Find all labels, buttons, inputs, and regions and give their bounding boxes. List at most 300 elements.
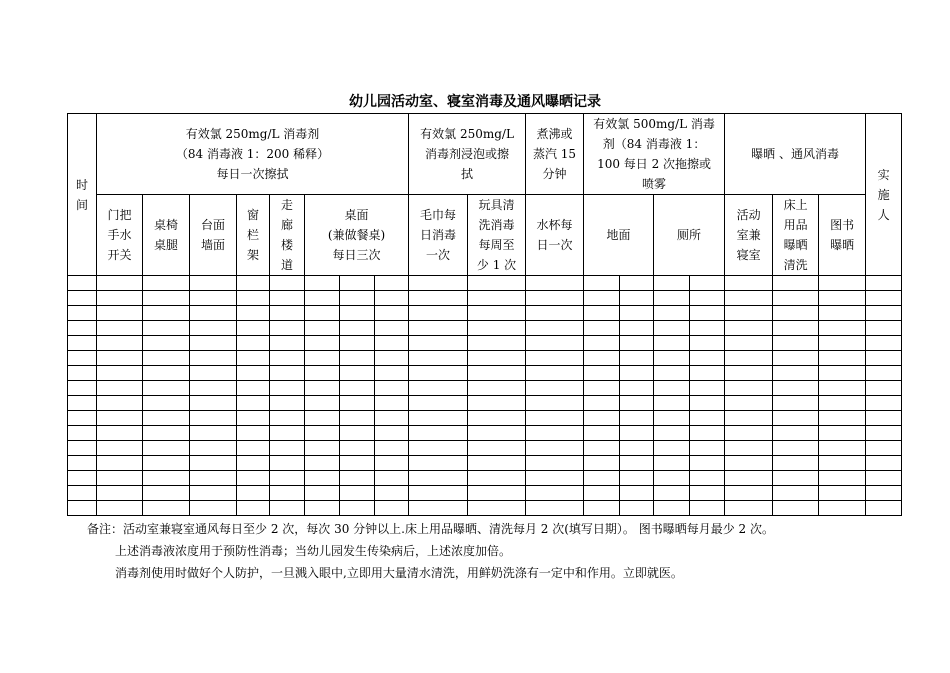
record-cell[interactable] [584,366,620,381]
record-cell[interactable] [866,486,902,501]
record-cell[interactable] [654,396,690,411]
record-cell[interactable] [819,351,866,366]
record-cell[interactable] [773,336,819,351]
record-cell[interactable] [468,471,526,486]
record-cell[interactable] [305,426,340,441]
record-cell[interactable] [690,426,725,441]
record-cell[interactable] [409,336,468,351]
record-cell[interactable] [305,501,340,516]
record-cell[interactable] [690,306,725,321]
record-cell[interactable] [409,291,468,306]
record-cell[interactable] [97,336,143,351]
record-cell[interactable] [526,381,584,396]
record-cell[interactable] [68,321,97,336]
record-cell[interactable] [340,336,375,351]
record-cell[interactable] [468,411,526,426]
record-cell[interactable] [654,441,690,456]
record-cell[interactable] [725,366,773,381]
record-cell[interactable] [526,456,584,471]
record-cell[interactable] [866,321,902,336]
record-cell[interactable] [340,291,375,306]
record-cell[interactable] [68,426,97,441]
record-cell[interactable] [866,456,902,471]
record-cell[interactable] [143,411,190,426]
record-cell[interactable] [237,336,270,351]
record-cell[interactable] [773,501,819,516]
record-cell[interactable] [620,351,654,366]
record-cell[interactable] [340,366,375,381]
record-cell[interactable] [68,471,97,486]
record-cell[interactable] [143,456,190,471]
record-cell[interactable] [866,426,902,441]
record-cell[interactable] [620,411,654,426]
record-cell[interactable] [270,306,305,321]
record-cell[interactable] [819,456,866,471]
record-cell[interactable] [819,276,866,291]
record-cell[interactable] [584,471,620,486]
record-cell[interactable] [690,441,725,456]
record-cell[interactable] [690,291,725,306]
record-cell[interactable] [305,321,340,336]
record-cell[interactable] [690,351,725,366]
record-cell[interactable] [819,306,866,321]
record-cell[interactable] [690,456,725,471]
record-cell[interactable] [409,306,468,321]
record-cell[interactable] [97,366,143,381]
record-cell[interactable] [375,351,409,366]
record-cell[interactable] [68,276,97,291]
record-cell[interactable] [866,441,902,456]
record-cell[interactable] [584,321,620,336]
record-cell[interactable] [690,276,725,291]
record-cell[interactable] [526,336,584,351]
record-cell[interactable] [143,441,190,456]
record-cell[interactable] [237,441,270,456]
record-cell[interactable] [819,501,866,516]
record-cell[interactable] [654,321,690,336]
record-cell[interactable] [270,366,305,381]
record-cell[interactable] [68,411,97,426]
record-cell[interactable] [237,381,270,396]
record-cell[interactable] [97,321,143,336]
record-cell[interactable] [819,426,866,441]
record-cell[interactable] [375,306,409,321]
record-cell[interactable] [305,381,340,396]
record-cell[interactable] [237,396,270,411]
record-cell[interactable] [270,456,305,471]
record-cell[interactable] [773,291,819,306]
record-cell[interactable] [270,276,305,291]
record-cell[interactable] [690,471,725,486]
record-cell[interactable] [375,471,409,486]
record-cell[interactable] [773,396,819,411]
record-cell[interactable] [97,441,143,456]
record-cell[interactable] [305,291,340,306]
record-cell[interactable] [584,291,620,306]
record-cell[interactable] [866,501,902,516]
record-cell[interactable] [584,396,620,411]
record-cell[interactable] [654,471,690,486]
record-cell[interactable] [654,336,690,351]
record-cell[interactable] [409,381,468,396]
record-cell[interactable] [620,381,654,396]
record-cell[interactable] [305,471,340,486]
record-cell[interactable] [143,321,190,336]
record-cell[interactable] [68,456,97,471]
record-cell[interactable] [143,276,190,291]
record-cell[interactable] [68,396,97,411]
record-cell[interactable] [725,351,773,366]
record-cell[interactable] [866,471,902,486]
record-cell[interactable] [725,291,773,306]
record-cell[interactable] [375,441,409,456]
record-cell[interactable] [143,396,190,411]
record-cell[interactable] [409,501,468,516]
record-cell[interactable] [237,291,270,306]
record-cell[interactable] [866,276,902,291]
record-cell[interactable] [375,381,409,396]
record-cell[interactable] [654,306,690,321]
record-cell[interactable] [375,486,409,501]
record-cell[interactable] [97,486,143,501]
record-cell[interactable] [68,366,97,381]
record-cell[interactable] [143,426,190,441]
record-cell[interactable] [620,291,654,306]
record-cell[interactable] [409,366,468,381]
record-cell[interactable] [620,366,654,381]
record-cell[interactable] [690,336,725,351]
record-cell[interactable] [409,396,468,411]
record-cell[interactable] [468,336,526,351]
record-cell[interactable] [190,486,237,501]
record-cell[interactable] [190,471,237,486]
record-cell[interactable] [773,441,819,456]
record-cell[interactable] [620,501,654,516]
record-cell[interactable] [340,441,375,456]
record-cell[interactable] [584,486,620,501]
record-cell[interactable] [409,321,468,336]
record-cell[interactable] [237,501,270,516]
record-cell[interactable] [143,381,190,396]
record-cell[interactable] [725,321,773,336]
record-cell[interactable] [866,291,902,306]
record-cell[interactable] [468,456,526,471]
record-cell[interactable] [526,396,584,411]
record-cell[interactable] [725,276,773,291]
record-cell[interactable] [654,291,690,306]
record-cell[interactable] [97,291,143,306]
record-cell[interactable] [654,456,690,471]
record-cell[interactable] [375,426,409,441]
record-cell[interactable] [340,456,375,471]
record-cell[interactable] [584,456,620,471]
record-cell[interactable] [340,411,375,426]
record-cell[interactable] [68,381,97,396]
record-cell[interactable] [97,471,143,486]
record-cell[interactable] [143,501,190,516]
record-cell[interactable] [819,291,866,306]
record-cell[interactable] [375,366,409,381]
record-cell[interactable] [584,351,620,366]
record-cell[interactable] [468,351,526,366]
record-cell[interactable] [620,336,654,351]
record-cell[interactable] [866,366,902,381]
record-cell[interactable] [866,411,902,426]
record-cell[interactable] [409,276,468,291]
record-cell[interactable] [725,471,773,486]
record-cell[interactable] [305,366,340,381]
record-cell[interactable] [190,501,237,516]
record-cell[interactable] [526,351,584,366]
record-cell[interactable] [270,321,305,336]
record-cell[interactable] [468,441,526,456]
record-cell[interactable] [654,381,690,396]
record-cell[interactable] [375,456,409,471]
record-cell[interactable] [270,381,305,396]
record-cell[interactable] [270,486,305,501]
record-cell[interactable] [68,336,97,351]
record-cell[interactable] [270,426,305,441]
record-cell[interactable] [305,456,340,471]
record-cell[interactable] [97,501,143,516]
record-cell[interactable] [270,501,305,516]
record-cell[interactable] [143,486,190,501]
record-cell[interactable] [143,366,190,381]
record-cell[interactable] [584,441,620,456]
record-cell[interactable] [340,351,375,366]
record-cell[interactable] [773,381,819,396]
record-cell[interactable] [305,441,340,456]
record-cell[interactable] [305,336,340,351]
record-cell[interactable] [866,381,902,396]
record-cell[interactable] [143,351,190,366]
record-cell[interactable] [773,366,819,381]
record-cell[interactable] [190,351,237,366]
record-cell[interactable] [620,426,654,441]
record-cell[interactable] [97,351,143,366]
record-cell[interactable] [97,381,143,396]
record-cell[interactable] [773,456,819,471]
record-cell[interactable] [584,426,620,441]
record-cell[interactable] [375,291,409,306]
record-cell[interactable] [584,276,620,291]
record-cell[interactable] [468,366,526,381]
record-cell[interactable] [773,276,819,291]
record-cell[interactable] [68,501,97,516]
record-cell[interactable] [143,336,190,351]
record-cell[interactable] [654,486,690,501]
record-cell[interactable] [270,396,305,411]
record-cell[interactable] [468,501,526,516]
record-cell[interactable] [237,306,270,321]
record-cell[interactable] [468,306,526,321]
record-cell[interactable] [866,351,902,366]
record-cell[interactable] [340,276,375,291]
record-cell[interactable] [190,396,237,411]
record-cell[interactable] [237,276,270,291]
record-cell[interactable] [620,321,654,336]
record-cell[interactable] [819,441,866,456]
record-cell[interactable] [340,396,375,411]
record-cell[interactable] [305,306,340,321]
record-cell[interactable] [375,501,409,516]
record-cell[interactable] [819,381,866,396]
record-cell[interactable] [725,396,773,411]
record-cell[interactable] [526,306,584,321]
record-cell[interactable] [620,396,654,411]
record-cell[interactable] [340,381,375,396]
record-cell[interactable] [305,351,340,366]
record-cell[interactable] [237,471,270,486]
record-cell[interactable] [819,411,866,426]
record-cell[interactable] [773,351,819,366]
record-cell[interactable] [305,486,340,501]
record-cell[interactable] [584,306,620,321]
record-cell[interactable] [773,471,819,486]
record-cell[interactable] [690,396,725,411]
record-cell[interactable] [725,426,773,441]
record-cell[interactable] [690,486,725,501]
record-cell[interactable] [690,411,725,426]
record-cell[interactable] [143,291,190,306]
record-cell[interactable] [270,411,305,426]
record-cell[interactable] [340,501,375,516]
record-cell[interactable] [237,411,270,426]
record-cell[interactable] [819,471,866,486]
record-cell[interactable] [97,276,143,291]
record-cell[interactable] [620,486,654,501]
record-cell[interactable] [819,336,866,351]
record-cell[interactable] [340,426,375,441]
record-cell[interactable] [468,426,526,441]
record-cell[interactable] [190,441,237,456]
record-cell[interactable] [526,321,584,336]
record-cell[interactable] [866,396,902,411]
record-cell[interactable] [819,486,866,501]
record-cell[interactable] [725,501,773,516]
record-cell[interactable] [375,336,409,351]
record-cell[interactable] [725,411,773,426]
record-cell[interactable] [526,411,584,426]
record-cell[interactable] [773,486,819,501]
record-cell[interactable] [409,351,468,366]
record-cell[interactable] [526,276,584,291]
record-cell[interactable] [819,396,866,411]
record-cell[interactable] [190,306,237,321]
record-cell[interactable] [97,306,143,321]
record-cell[interactable] [866,336,902,351]
record-cell[interactable] [526,441,584,456]
record-cell[interactable] [143,471,190,486]
record-cell[interactable] [68,486,97,501]
record-cell[interactable] [340,321,375,336]
record-cell[interactable] [725,441,773,456]
record-cell[interactable] [68,291,97,306]
record-cell[interactable] [654,276,690,291]
record-cell[interactable] [237,366,270,381]
record-cell[interactable] [773,426,819,441]
record-cell[interactable] [468,381,526,396]
record-cell[interactable] [725,486,773,501]
record-cell[interactable] [190,321,237,336]
record-cell[interactable] [620,306,654,321]
record-cell[interactable] [97,456,143,471]
record-cell[interactable] [190,456,237,471]
record-cell[interactable] [819,366,866,381]
record-cell[interactable] [305,396,340,411]
record-cell[interactable] [68,306,97,321]
record-cell[interactable] [68,441,97,456]
record-cell[interactable] [866,306,902,321]
record-cell[interactable] [654,351,690,366]
record-cell[interactable] [237,321,270,336]
record-cell[interactable] [654,501,690,516]
record-cell[interactable] [620,456,654,471]
record-cell[interactable] [819,321,866,336]
record-cell[interactable] [654,426,690,441]
record-cell[interactable] [725,336,773,351]
record-cell[interactable] [654,366,690,381]
record-cell[interactable] [468,276,526,291]
record-cell[interactable] [237,486,270,501]
record-cell[interactable] [97,411,143,426]
record-cell[interactable] [237,456,270,471]
record-cell[interactable] [68,351,97,366]
record-cell[interactable] [725,381,773,396]
record-cell[interactable] [620,441,654,456]
record-cell[interactable] [270,471,305,486]
record-cell[interactable] [690,366,725,381]
record-cell[interactable] [468,321,526,336]
record-cell[interactable] [375,321,409,336]
record-cell[interactable] [305,411,340,426]
record-cell[interactable] [725,456,773,471]
record-cell[interactable] [584,411,620,426]
record-cell[interactable] [190,291,237,306]
record-cell[interactable] [190,366,237,381]
record-cell[interactable] [409,426,468,441]
record-cell[interactable] [237,351,270,366]
record-cell[interactable] [409,441,468,456]
record-cell[interactable] [409,471,468,486]
record-cell[interactable] [468,396,526,411]
record-cell[interactable] [270,336,305,351]
record-cell[interactable] [190,426,237,441]
record-cell[interactable] [584,501,620,516]
record-cell[interactable] [375,396,409,411]
record-cell[interactable] [305,276,340,291]
record-cell[interactable] [468,486,526,501]
record-cell[interactable] [340,471,375,486]
record-cell[interactable] [690,501,725,516]
record-cell[interactable] [620,471,654,486]
record-cell[interactable] [190,411,237,426]
record-cell[interactable] [237,426,270,441]
record-cell[interactable] [375,411,409,426]
record-cell[interactable] [409,411,468,426]
record-cell[interactable] [375,276,409,291]
record-cell[interactable] [620,276,654,291]
record-cell[interactable] [773,411,819,426]
record-cell[interactable] [526,291,584,306]
record-cell[interactable] [190,276,237,291]
record-cell[interactable] [584,336,620,351]
record-cell[interactable] [690,321,725,336]
record-cell[interactable] [725,306,773,321]
record-cell[interactable] [526,486,584,501]
record-cell[interactable] [526,426,584,441]
record-cell[interactable] [526,501,584,516]
